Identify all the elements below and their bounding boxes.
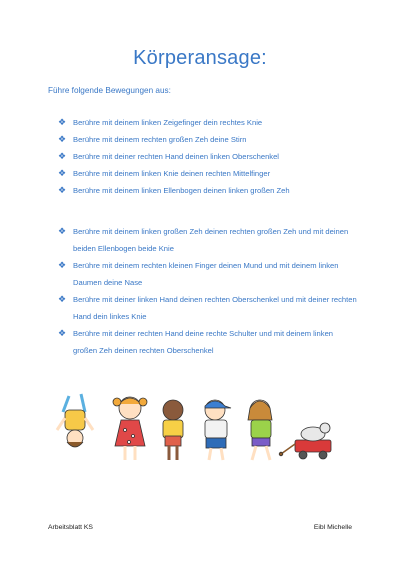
list-item	[58, 257, 358, 291]
list-item-text: Berühre mit deinem linken großen Zeh deinen rechten großen Zeh und mit deinen beiden Ellenbogen beide Knie	[73, 227, 349, 253]
diamond-bullet-icon: ❖	[58, 151, 67, 161]
list-item-text: Berühre mit deinem linken Knie deinen rechten Mittelfinger	[73, 169, 271, 178]
diamond-bullet-icon: ❖	[58, 168, 67, 178]
list-item-text: Berühre mit deinem linken Zeigefinger dein rechtes Knie	[73, 118, 263, 127]
diamond-bullet-icon: ❖	[58, 294, 67, 304]
list-item-text: Berühre mit deiner linken Hand deinen rechten Oberschenkel und mit deiner rechten Hand dein linkes Knie	[73, 295, 357, 321]
dog-in-wagon-figure	[279, 423, 331, 459]
diamond-bullet-icon: ❖	[58, 185, 67, 195]
diamond-bullet-icon: ❖	[58, 226, 67, 236]
page-title: Körperansage:	[133, 47, 267, 69]
list-item	[58, 148, 358, 165]
movement-list-2	[58, 223, 358, 359]
movement-list-1	[58, 114, 358, 199]
girl-red-dress-figure	[113, 397, 147, 460]
girl-green-shirt-figure	[248, 400, 272, 460]
list-item	[58, 114, 358, 131]
list-item-text: Berühre mit deinem rechten kleinen Finger deinen Mund und mit deinem linken Daumen deine Nase	[73, 261, 339, 287]
list-item	[58, 131, 358, 148]
list-item-text: Berühre mit deiner rechten Hand deine rechte Schulter und mit deinem linken großen Zeh deinen rechten Oberschenkel	[73, 329, 334, 355]
list-item	[58, 325, 358, 359]
footer-right-text: Eibl Michelle	[313, 524, 352, 531]
list-item	[58, 165, 358, 182]
diamond-bullet-icon: ❖	[58, 328, 67, 338]
cartwheel-kid-figure	[57, 394, 93, 447]
boy-yellow-shirt-figure	[163, 400, 183, 460]
diamond-bullet-icon: ❖	[58, 117, 67, 127]
list-item	[58, 223, 358, 257]
boy-blue-cap-figure	[205, 400, 231, 460]
instruction-intro: Führe folgende Bewegungen aus:	[48, 86, 171, 95]
list-item	[58, 291, 358, 325]
list-item-text: Berühre mit deinem linken Ellenbogen deinen linken großen Zeh	[73, 186, 290, 195]
diamond-bullet-icon: ❖	[58, 134, 67, 144]
footer-left-text: Arbeitsblatt KS	[48, 524, 93, 531]
list-item-text: Berühre mit deinem rechten großen Zeh deine Stirn	[73, 135, 247, 144]
list-item-text: Berühre mit deiner rechten Hand deinen linken Oberschenkel	[73, 152, 279, 161]
playing-children-illustration	[55, 390, 345, 465]
diamond-bullet-icon: ❖	[58, 260, 67, 270]
list-item	[58, 182, 358, 199]
